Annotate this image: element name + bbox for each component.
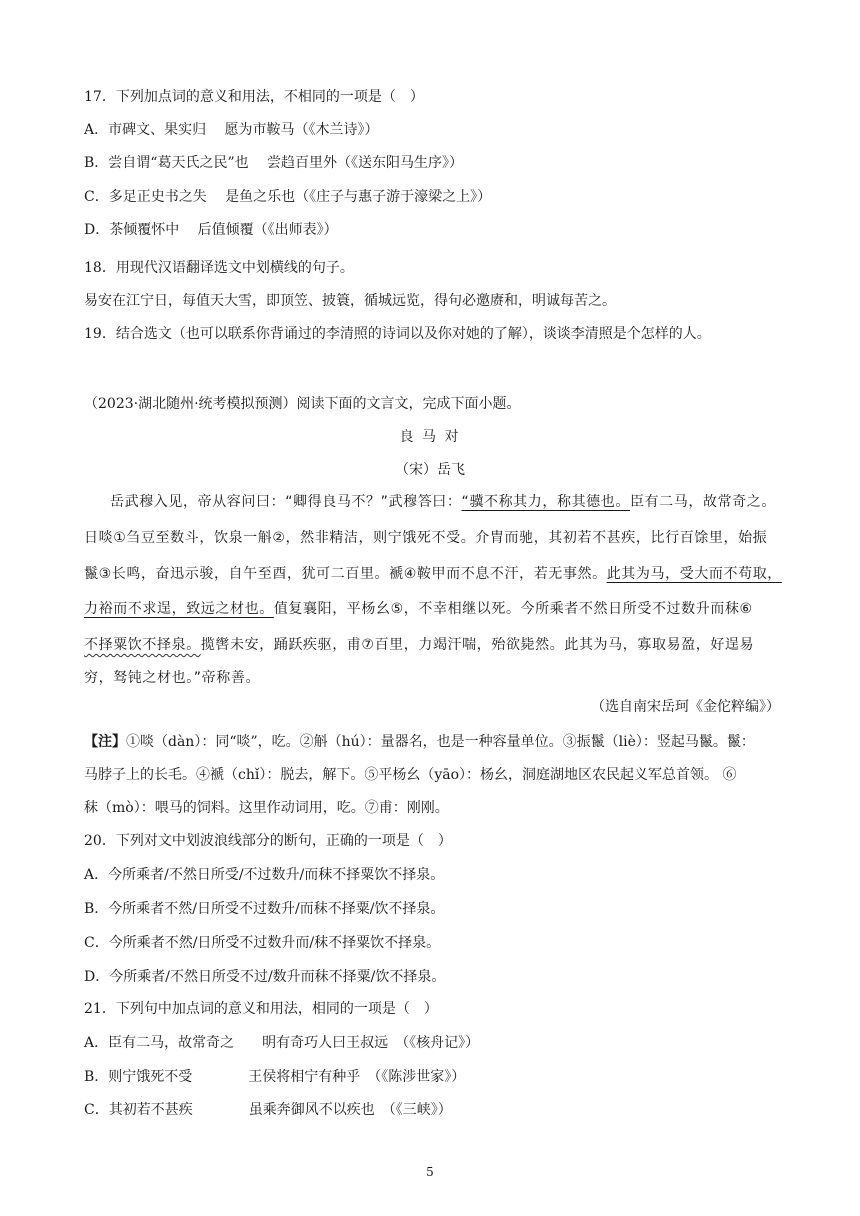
q20-option-a: A．今所乘者/不然日所受/不过数升/而秣不择粟饮不择泉。 (84, 867, 445, 883)
passage-line-3-text: 鬣③长鸣，奋迅示骏，自午至酉，犹可二百里。褫④鞍甲而不息不汗，若无事然。 (84, 566, 607, 582)
q21-option-a: A．臣有二马，故常奇之 明有奇巧人曰王叔远 （《核舟记》） (84, 1035, 480, 1051)
q17-option-a: A．市碑文、果实归 愿为市鞍马（《木兰诗》） (84, 122, 379, 138)
passage-line-5 (84, 634, 754, 656)
passage-line-4 (84, 598, 753, 620)
notes-label: 【注】 (84, 734, 126, 750)
page-number: 5 (426, 1165, 434, 1179)
notes-line-2: 马脖子上的长毛。④褫（chǐ）：脱去，解下。⑤平杨幺（yāo）：杨幺，洞庭湖地区农民起义军总首领。 ⑥ (84, 767, 737, 783)
q17-option-d: D．茶倾覆怀中 后值倾覆（《出师表》） (84, 222, 338, 238)
passage-author: （宋）岳飞 (395, 462, 465, 478)
notes-line-1-text: ①啖（dàn）：同“啖”，吃。②斛（hú）：量器名，也是一种容量单位。③振鬣（liè）：竖起马鬣。鬣： (126, 734, 755, 750)
q21-option-b: B．则宁饿死不受 王侯将相宁有种乎 （《陈涉世家》） (84, 1069, 466, 1085)
q21-stem: 21．下列句中加点词的意义和用法，相同的一项是（ ） (84, 1001, 438, 1017)
notes-line-3: 秣（mò）：喂马的饲料。这里作动词用，吃。⑦甫：刚刚。 (84, 800, 449, 816)
passage-title: 良 马 对 (399, 429, 461, 445)
q18-sentence: 易安在江宁日，每值天大雪，即顶笠、披簑，循城远览，得句必邀赓和，明诚每苦之。 (84, 293, 616, 309)
q17-option-c: C．多足正史书之失 是鱼之乐也（《庄子与惠子游于濠梁之上》） (84, 189, 492, 205)
notes-line-1 (84, 731, 755, 753)
passage-line-1-tail: 臣有二马，故常奇之。 (629, 494, 776, 510)
section-intro: （2023·湖北随州·统考模拟预测）阅读下面的文言文，完成下面小题。 (84, 396, 521, 412)
passage-line-3 (84, 563, 782, 585)
passage-line-1-text: 岳武穆入见，帝从容问曰：“卿得良马不？”武穆答曰： (110, 494, 462, 510)
passage-line-1 (110, 491, 776, 513)
q20-option-c: C．今所乘者不然/日所受不过数升而/秣不择粟饮不择泉。 (84, 935, 441, 951)
q20-stem: 20．下列对文中划波浪线部分的断句，正确的一项是（ ） (84, 833, 452, 849)
passage-underlined-sentence-1: 此其为马，受大而不苟取， (606, 566, 782, 582)
passage-source: （选自南宋岳珂《金佗粹编》） (591, 699, 780, 715)
passage-line-6: 穷，驽钝之材也。”帝称善。 (84, 670, 261, 686)
passage-line-2: 日啖①刍豆至数斗，饮泉一斛②，然非精洁，则宁饿死不受。介胄而驰，其初若不甚疾，比行百馀里，始振 (84, 530, 768, 546)
q17-stem: 17．下列加点词的意义和用法，不相同的一项是（ ） (84, 89, 424, 105)
passage-underlined-sentence-2: 力裕而不求逞，致远之材也。 (84, 601, 274, 617)
passage-line-4-text: 值复襄阳，平杨幺⑤，不幸相继以死。今所乘者不然日所受不过数升而秣⑥ (273, 601, 753, 617)
q20-option-d: D．今所乘者/不然日所受不过/数升而秣不择粟/饮不择泉。 (84, 969, 446, 985)
passage-underlined-quote: “骥不称其力，称其德也。 (461, 494, 630, 510)
q20-option-b: B．今所乘者不然/日所受不过数升/而秣不择粟/饮不择泉。 (84, 901, 445, 917)
passage-wavy-sentence: 不择粟饮不择泉。 (84, 637, 201, 653)
passage-line-5-text: 揽辔未安，踊跃疾驱，甫⑦百里，力竭汗喘，殆欲毙然。此其为马，寡取易盈，好逞易 (200, 637, 755, 653)
q18-stem: 18．用现代汉语翻译选文中划横线的句子。 (84, 260, 354, 276)
q19-stem: 19．结合选文（也可以联系你背诵过的李清照的诗词以及你对她的了解），谈谈李清照是个怎样的人。 (84, 326, 711, 342)
q21-option-c: C．其初若不甚疾 虽乘奔御风不以疾也 （《三峡》） (84, 1102, 452, 1118)
q17-option-b: B．尝自谓“葛天氏之民”也 尝趋百里外（《送东阳马生序》） (84, 155, 464, 171)
